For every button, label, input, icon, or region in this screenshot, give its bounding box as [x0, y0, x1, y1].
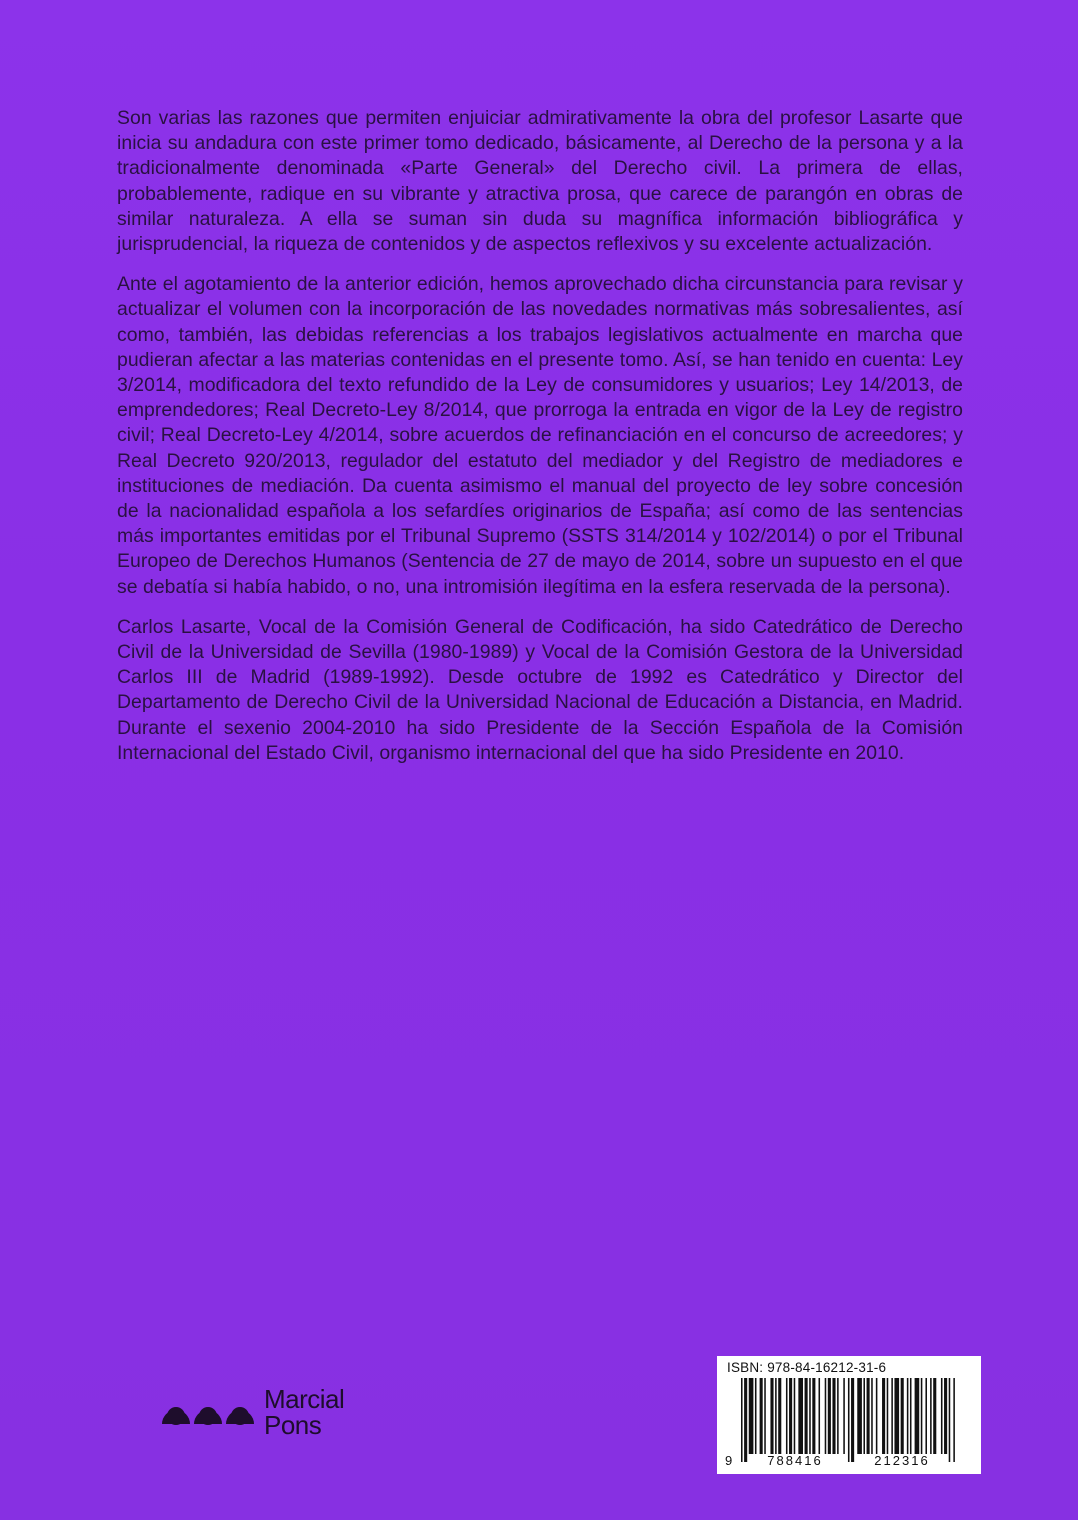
publisher-name-line-2: Pons [264, 1410, 322, 1440]
barcode-bar [843, 1378, 845, 1454]
barcode-bar [871, 1378, 873, 1454]
barcode-bar [812, 1378, 815, 1454]
barcode-bar [941, 1378, 943, 1454]
barcode-bar [741, 1378, 743, 1462]
barcode-bar [778, 1378, 781, 1454]
back-cover-text [117, 106, 963, 781]
barcode-bar [764, 1378, 766, 1454]
barcode-bar [894, 1378, 899, 1454]
barcode-bar [805, 1378, 808, 1454]
barcode-bar [832, 1378, 835, 1454]
synopsis-paragraph-2: Ante el agotamiento de la anterior edición, hemos aprovechado dicha circunstancia para revisar y actualizar el volumen con la incorporación de las novedades normativas más sobresalientes, así como, también, las debidas referencias a los trabajos legislativos actualmente en marcha que pudieran afectar a las materias contenidas en el presente tomo. Así, se han tenido en cuenta: Ley 3/2014, modificadora del texto refundido de la Ley de consumidores y usuarios; Ley 14/2013, de emprendedores; Real Decreto-Ley 8/2014, que prorroga la entrada en vigor de la Ley de registro civil; Real Decreto-Ley 4/2014, sobre acuerdos de refinanciación en el concurso de acreedores; y Real Decreto 920/2013, regulador del estatuto del mediador y del Registro de mediadores e instituciones de mediación. Da cuenta asimismo el manual del proyecto de ley sobre concesión de la nacionalidad española a los sefardíes originarios de España; así como de las sentencias más importantes emitidas por el Tribunal Supremo (SSTS 314/2014 y 102/2014) o por el Tribunal Europeo de Derechos Humanos (Sentencia de 27 de mayo de 2014, sobre un supuesto en el que se debatía si había habido, o no, una intromisión ilegítima en la esfera reservada de la persona). [117, 273, 963, 598]
barcode-bar [891, 1378, 893, 1454]
barcode-bar [760, 1378, 763, 1454]
barcode-digits-right: 212316 [857, 1454, 947, 1468]
barcode-bar [828, 1378, 831, 1454]
barcode-bar [925, 1378, 927, 1454]
barcode-bar [910, 1378, 912, 1454]
barcode-bar [921, 1378, 923, 1454]
barcode-bar [944, 1378, 947, 1454]
barcode-bar [882, 1378, 885, 1454]
barcode-bar [930, 1378, 932, 1454]
barcode-bar [744, 1378, 747, 1462]
barcode-bar [915, 1378, 920, 1454]
barcode-bar [819, 1378, 821, 1454]
barcode-bar [749, 1378, 754, 1454]
synopsis-paragraph-1: Son varias las razones que permiten enjuiciar admirativamente la obra del profesor Lasarte que inicia su andadura con este primer tomo dedicado, básicamente, al Derecho de la persona y a la tradicionalmente denominada «Parte General» del Derecho civil. La primera de ellas, probablemente, radique en su vibrante y atractiva prosa, que carece de parangón en obras de similar naturaleza. A ella se suman sin duda su magnífica información bibliográfica y jurisprudencial, la riqueza de contenidos y de aspectos reflexivos y su excelente actualización. [117, 107, 963, 256]
barcode-bar [907, 1378, 909, 1454]
barcode-bar [949, 1378, 951, 1462]
publisher-name-line-1: Marcial [264, 1384, 345, 1414]
barcode-bar [857, 1378, 862, 1454]
publisher-dots-icon [160, 1398, 260, 1428]
barcode-bar [755, 1378, 757, 1454]
publisher-name [264, 1386, 344, 1438]
barcode-bar [789, 1378, 792, 1454]
barcode-bar [848, 1378, 850, 1462]
barcode-bar [786, 1378, 788, 1454]
barcode-bar [837, 1378, 839, 1454]
barcode-bar [809, 1378, 811, 1454]
barcode-bar [867, 1378, 870, 1454]
barcode-bar [794, 1378, 796, 1454]
barcode-bar [876, 1378, 878, 1454]
barcode-bar [933, 1378, 936, 1454]
barcode-bar [863, 1378, 865, 1454]
barcode-bar [825, 1378, 827, 1454]
barcode-bar [953, 1378, 955, 1462]
barcode-digits-left: 788416 [755, 1454, 835, 1468]
barcode-bar [887, 1378, 889, 1454]
barcode-bar [775, 1378, 777, 1454]
isbn-label: ISBN: 978-84-16212-31-6 [727, 1360, 887, 1375]
barcode-digit-first: 9 [725, 1453, 733, 1468]
author-bio-paragraph: Carlos Lasarte, Vocal de la Comisión General de Codificación, ha sido Catedrático de Derecho Civil de la Universidad de Sevilla (1980-1989) y Vocal de la Comisión Gestora de la Universidad Carlos III de Madrid (1989-1992). Desde octubre de 1992 es Catedrático y Director del Departamento de Derecho Civil de la Universidad Nacional de Educación a Distancia, en Madrid. Durante el sexenio 2004-2010 ha sido Presidente de la Sección Española de la Comisión Internacional del Estado Civil, organismo internacional del que ha sido Presidente en 2010. [117, 615, 963, 764]
barcode-bar [901, 1378, 904, 1454]
isbn-barcode [717, 1356, 981, 1474]
publisher-logo [160, 1386, 380, 1450]
barcode-bar [851, 1378, 854, 1462]
barcode-bar [770, 1378, 773, 1454]
barcode-bar [798, 1378, 803, 1454]
